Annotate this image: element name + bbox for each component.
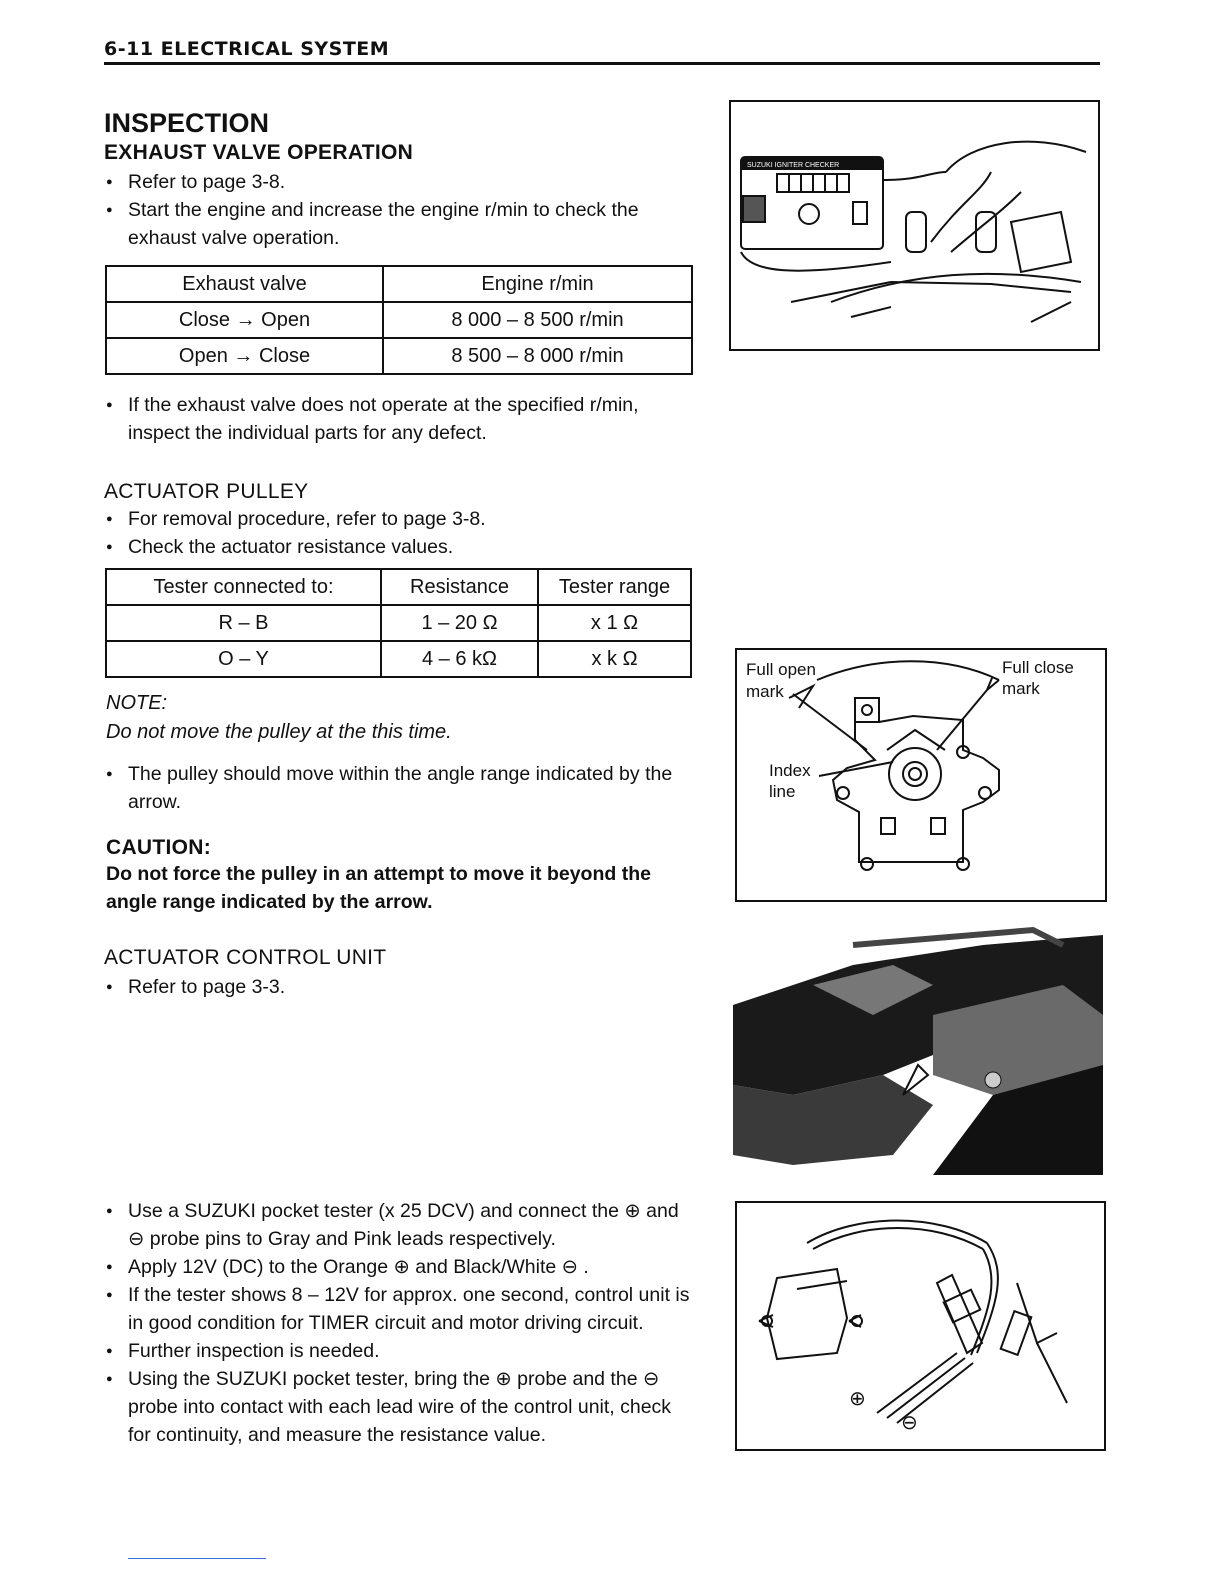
- table-cell: 4 – 6 kΩ: [381, 641, 538, 677]
- table-cell: R – B: [106, 605, 381, 641]
- caution-text: Do not force the pulley in an attempt to move it beyond the angle range indicated by the arrow.: [106, 863, 651, 913]
- pulley-after-bullet: [106, 760, 696, 816]
- control-unit-heading: ACTUATOR CONTROL UNIT: [104, 946, 387, 969]
- list-item: ● Use a SUZUKI pocket tester (x 25 DCV) and connect the ⊕ and ⊖ probe pins to Gray and Pink leads respectively.: [106, 1197, 694, 1253]
- control-unit-steps: [106, 1197, 694, 1449]
- table-header: Tester range: [538, 569, 691, 605]
- control-unit-illustration: [737, 1203, 1104, 1449]
- table-row: [106, 569, 691, 605]
- index-label: Index: [769, 761, 811, 780]
- table-cell: O – Y: [106, 641, 381, 677]
- table-header: Engine r/min: [383, 266, 692, 302]
- list-item: ● Start the engine and increase the engine r/min to check the exhaust valve operation.: [106, 196, 696, 252]
- list-item: ● If the tester shows 8 – 12V for approx. one second, control unit is in good condition for TIMER circuit and motor driving circuit.: [106, 1281, 694, 1337]
- note-label: NOTE:: [106, 692, 168, 714]
- igniter-checker-figure: [729, 100, 1100, 351]
- list-item: ● Check the actuator resistance values.: [106, 533, 696, 561]
- engine-bay-photo: [733, 925, 1103, 1175]
- table-cell: x k Ω: [538, 641, 691, 677]
- exhaust-after-bullet: [106, 391, 696, 447]
- full-close-label: Full close: [1002, 658, 1074, 677]
- resistance-table: [105, 568, 692, 678]
- pulley-bullets: [106, 505, 696, 561]
- control-unit-bullets: [106, 973, 696, 1001]
- index-line-label: line: [769, 782, 796, 801]
- pulley-diagram-figure: [735, 648, 1107, 902]
- table-cell: Close → Open: [106, 302, 383, 338]
- list-item: ● If the exhaust valve does not operate at the specified r/min, inspect the individual parts for any defect.: [106, 391, 696, 447]
- exhaust-bullets: [106, 168, 696, 252]
- full-open-label: Full open: [746, 660, 816, 679]
- control-unit-photo: [733, 925, 1103, 1175]
- igniter-label: SUZUKI IGNITER CHECKER: [747, 162, 840, 169]
- pulley-illustration: [737, 650, 1105, 900]
- full-open-mark-label: mark: [746, 682, 784, 701]
- actuator-pulley-heading: ACTUATOR PULLEY: [104, 480, 309, 503]
- list-item: ● The pulley should move within the angle range indicated by the arrow.: [106, 760, 696, 816]
- table-row: [106, 266, 692, 302]
- table-header: Exhaust valve: [106, 266, 383, 302]
- table-row: [106, 641, 691, 677]
- list-item: ● Using the SUZUKI pocket tester, bring the ⊕ probe and the ⊖ probe into contact with each lead wire of the control unit, check for continuity, and measure the resistance value.: [106, 1365, 694, 1449]
- igniter-checker-illustration: [731, 102, 1098, 349]
- section-title: INSPECTION: [104, 108, 270, 138]
- table-cell: 8 500 – 8 000 r/min: [383, 338, 692, 374]
- table-cell: 1 – 20 Ω: [381, 605, 538, 641]
- probe-plus-symbol: ⊕: [849, 1386, 866, 1410]
- table-cell: Open → Close: [106, 338, 383, 374]
- table-row: [106, 302, 692, 338]
- list-item: ● For removal procedure, refer to page 3-8.: [106, 505, 696, 533]
- caution-label: CAUTION:: [106, 836, 212, 859]
- list-item: ● Refer to page 3-8.: [106, 168, 696, 196]
- exhaust-valve-table: [105, 265, 693, 375]
- table-header: Tester connected to:: [106, 569, 381, 605]
- list-item: ● Further inspection is needed.: [106, 1337, 694, 1365]
- note-text: Do not move the pulley at the this time.: [106, 721, 452, 743]
- page-header: 6-11 ELECTRICAL SYSTEM: [104, 38, 390, 60]
- footer-rule: [128, 1558, 266, 1559]
- probe-minus-symbol: ⊖: [901, 1410, 918, 1434]
- list-item: ● Refer to page 3-3.: [106, 973, 696, 1001]
- table-header: Resistance: [381, 569, 538, 605]
- table-row: [106, 338, 692, 374]
- table-row: [106, 605, 691, 641]
- exhaust-valve-heading: EXHAUST VALVE OPERATION: [104, 141, 414, 164]
- full-close-mark-label: mark: [1002, 679, 1040, 698]
- control-unit-figure: [735, 1201, 1106, 1451]
- header-rule: [104, 62, 1100, 65]
- table-cell: x 1 Ω: [538, 605, 691, 641]
- list-item: ● Apply 12V (DC) to the Orange ⊕ and Black/White ⊖ .: [106, 1253, 694, 1281]
- table-cell: 8 000 – 8 500 r/min: [383, 302, 692, 338]
